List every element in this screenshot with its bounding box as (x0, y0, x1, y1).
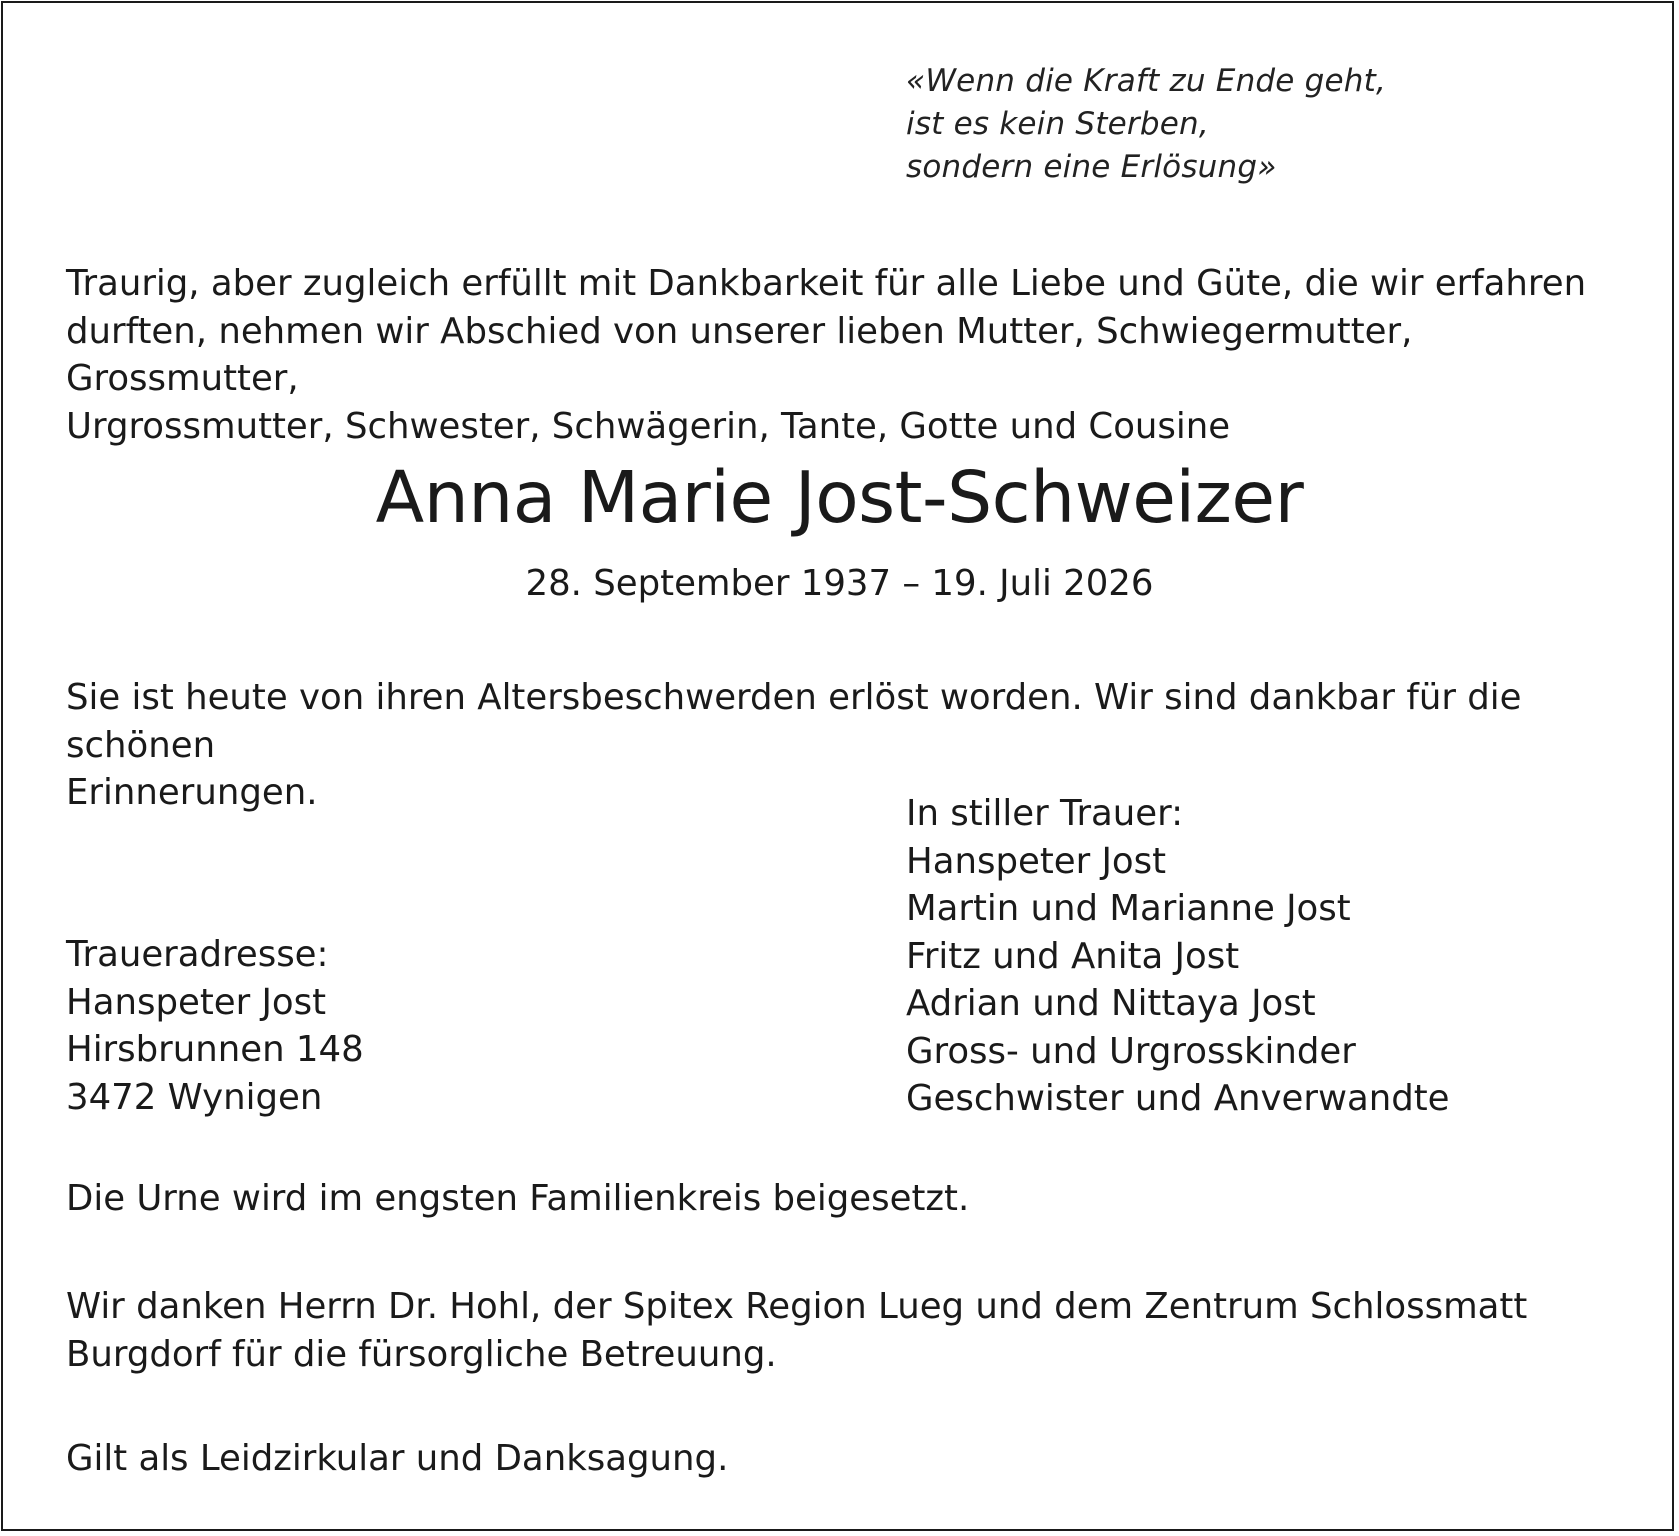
thanks-paragraph: Wir danken Herrn Dr. Hohl, der Spitex Region Lueg und dem Zentrum Schlossmatt Burgdorf für die fürsorgliche Betreuung. (66, 1286, 1528, 1375)
intro-paragraph: Traurig, aber zugleich erfüllt mit Dankbarkeit für alle Liebe und Güte, die wir erfahren durften, nehmen wir Abschied von unserer lieben Mutter, Schwiegermutter, Grossmutter, Urgrossmutter, Schwester, Schwägerin, Tante, Gotte und Cousine (66, 263, 1587, 447)
mourning-address: Traueradresse: Hanspeter Jost Hirsbrunnen 148 3472 Wynigen (66, 934, 364, 1118)
deceased-name: Anna Marie Jost-Schweizer (375, 456, 1304, 539)
released-paragraph: Sie ist heute von ihren Altersbeschwerden erlöst worden. Wir sind dankbar für die schönen Erinnerungen. (66, 677, 1522, 813)
urn-paragraph: Die Urne wird im engsten Familienkreis beigesetzt. (66, 1178, 970, 1219)
closing-line: Gilt als Leidzirkular und Danksagung. (66, 1438, 729, 1479)
motto-quote: «Wenn die Kraft zu Ende geht, ist es kein Sterben, sondern eine Erlösung» (906, 63, 1387, 185)
life-dates: 28. September 1937 – 19. Juli 2026 (525, 563, 1154, 604)
mourners-list: In stiller Trauer: Hanspeter Jost Martin und Marianne Jost Fritz und Anita Jost Adrian und Nittaya Jost Gross- und Urgrosskinder Geschwister und Anverwandte (906, 793, 1450, 1119)
